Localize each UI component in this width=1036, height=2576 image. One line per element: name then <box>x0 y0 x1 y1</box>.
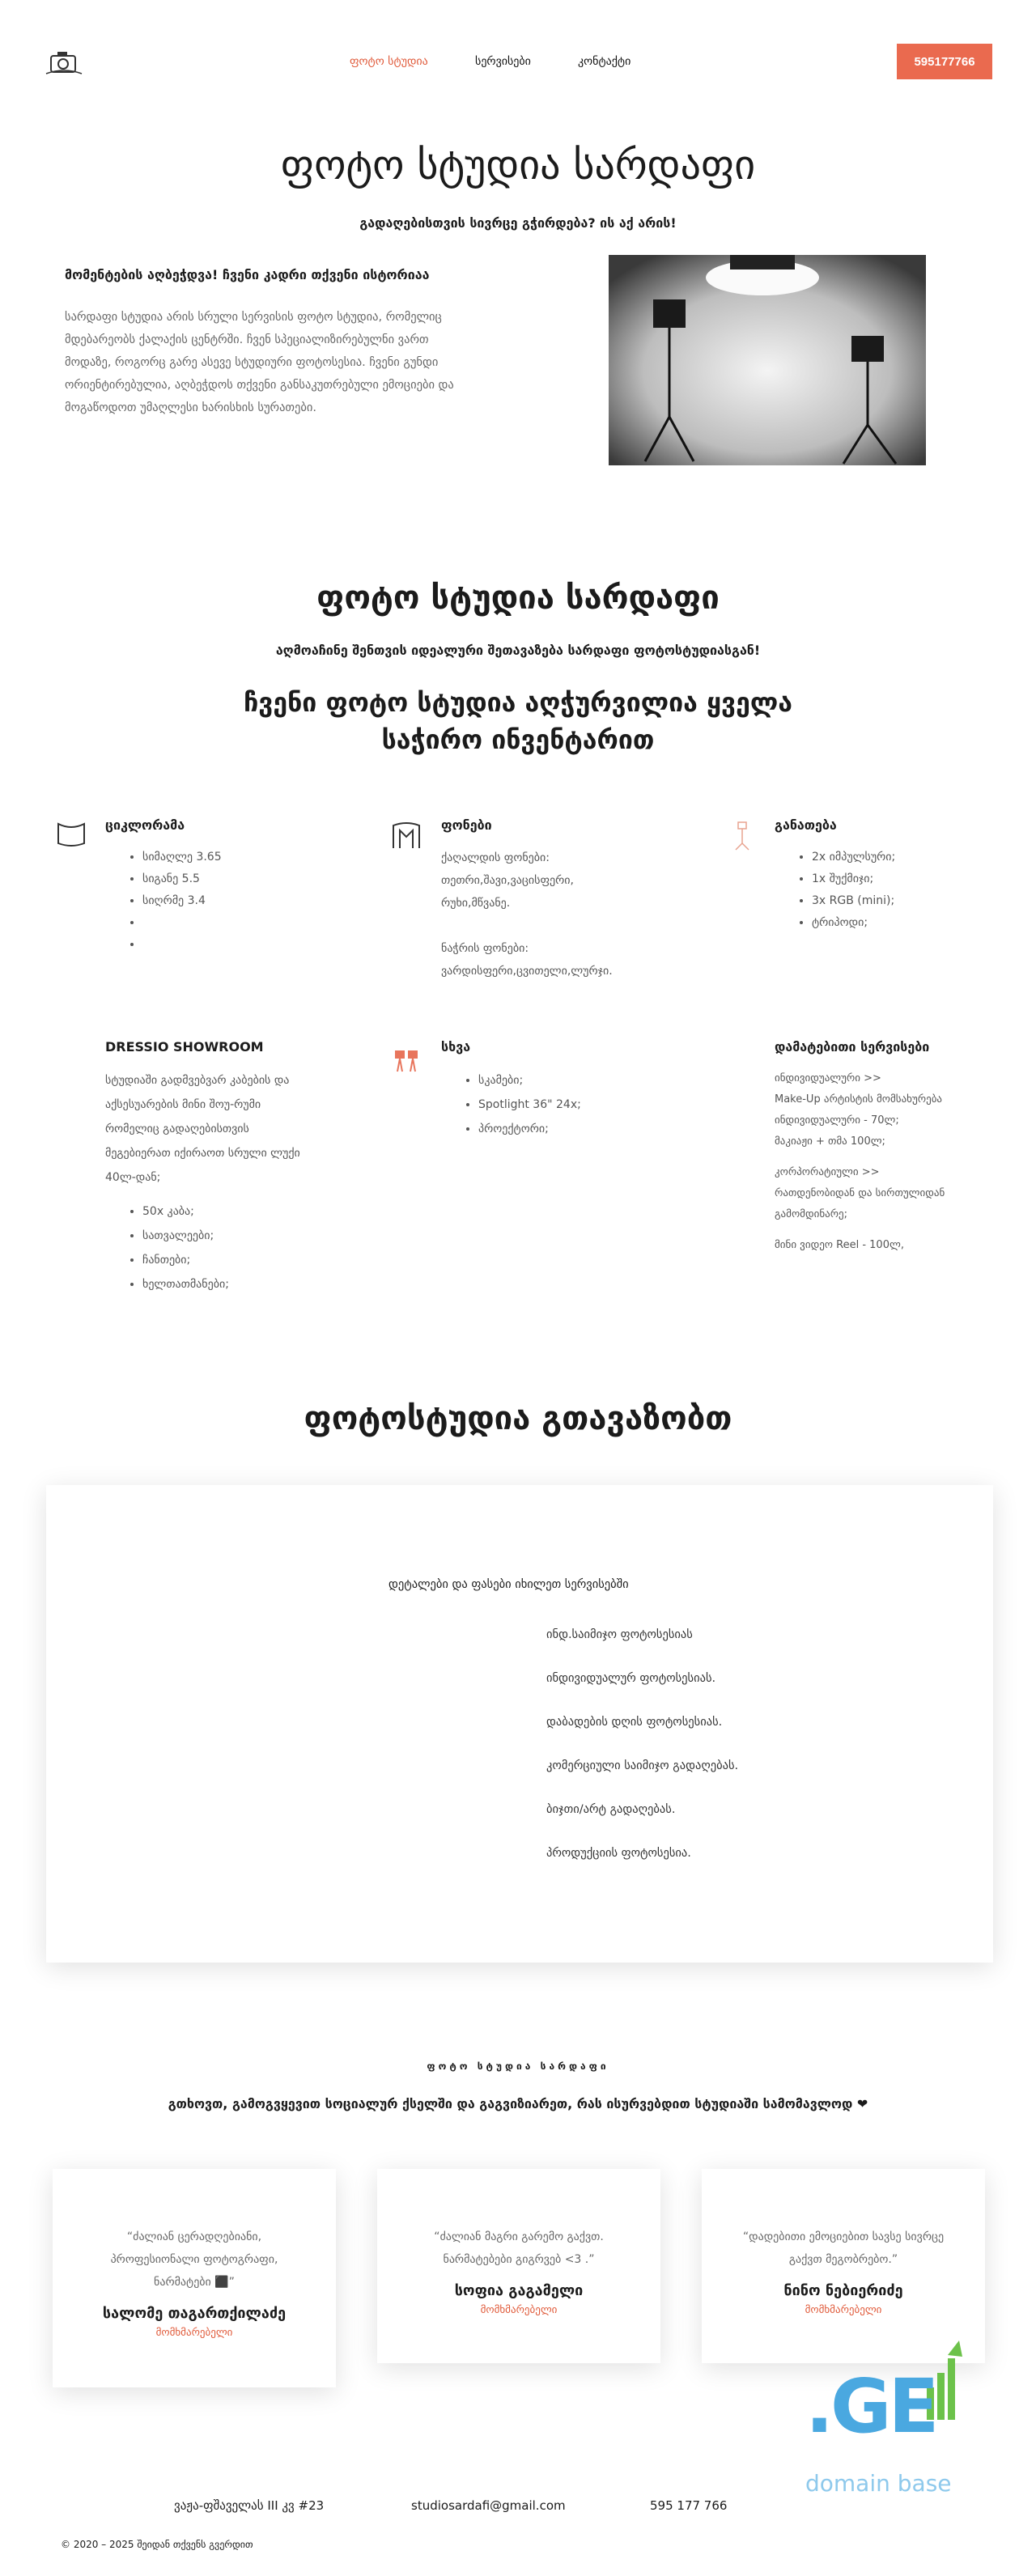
logo[interactable] <box>45 45 83 77</box>
extra-line: კორპორატიული >> <box>775 1166 880 1178</box>
backgrounds-text <box>441 847 668 982</box>
other-list <box>441 1068 660 1141</box>
intro-text: სარდაფი სტუდია არის სრული სერვისის ფოტო სტუდია, რომელიც მდებარეობს ქალაქის ცენტრში. ჩვენ სპეციალიზირებულნი ვართ მოდაზე, როგორც გარე ასევე სტუდიური ფოტოსესია. ჩვენი გუნდი ორიენტირებულია, აღბეჭდოს თქვენი განსაკუთრებული ემოციები და მოგაწოდოთ უმაღლესი ხარისხის სურათები. <box>65 311 454 414</box>
cyclorama-title: ციკლორამა <box>105 817 185 833</box>
showroom-list <box>105 1199 308 1296</box>
studio-photo <box>609 255 926 465</box>
nav-contact[interactable]: კონტაქტი <box>578 55 631 68</box>
lighting-title: განათება <box>775 817 837 833</box>
lighting-list <box>775 847 977 934</box>
cyclorama-icon <box>55 817 87 850</box>
phone-button[interactable]: 595177766 <box>897 44 992 79</box>
extra-title: დამატებითი სერვისები <box>775 1039 930 1055</box>
domain-brand: .GE <box>805 2363 936 2450</box>
service-item: ინდ.საიმიჯო ფოტოსესიას <box>546 1628 693 1641</box>
services-card <box>46 1485 993 1963</box>
testimonial-quote: “დადებითი ემოციებით სავსე სივრცე გაქვთ მეგობრებო.” <box>742 2230 945 2266</box>
testimonials-label: ფოტო სტუდია სარდაფი <box>427 2060 609 2072</box>
bg-line: ვარდისფერი,ცვითელი,ლურჯი. <box>441 965 613 978</box>
domain-watermark <box>805 2339 975 2501</box>
list-item: • სიგანე 5.5 <box>142 868 308 890</box>
list-item <box>142 934 308 956</box>
service-item: პროდუქციის ფოტოსესია. <box>546 1847 691 1860</box>
list-item: • ჩანთები; <box>142 1248 308 1272</box>
showroom-text: სტუდიაში გადმვებვარ კაბების და აქსესუარების მინი შოუ-რუმი რომელიც გადაღებისთვის მეგებიერათ იქირაოთ სრული ლუქი 40ლ-დან; <box>105 1074 300 1184</box>
footer-email[interactable]: studiosardafi@gmail.com <box>411 2498 566 2513</box>
testimonial-name: სალომე თაგართქილაძე <box>102 2305 287 2322</box>
equipment-icon <box>393 1046 420 1073</box>
camera-logo-icon <box>45 45 83 77</box>
nav-services[interactable]: სერვისები <box>475 55 531 68</box>
bg-line: რუხი,მწვანე. <box>441 897 511 910</box>
bg-line: ქაღალდის ფონები: <box>441 851 550 864</box>
testimonial-card <box>702 2169 985 2363</box>
extra-line: ინდივიდუალური >> <box>775 1072 881 1084</box>
cyclorama-list <box>105 847 308 956</box>
copyright: © 2020 – 2025 შეიდან თქვენს გვერდით <box>61 2539 253 2550</box>
testimonial-card <box>53 2169 336 2387</box>
section3-title: ფოტოსტუდია გთავაზობთ <box>304 1400 732 1437</box>
list-item: • ხელთათმანები; <box>142 1272 308 1296</box>
list-item: • სათვალეები; <box>142 1224 308 1248</box>
service-item: ბიჯთი/არტ გადაღებას. <box>546 1803 676 1816</box>
service-item: დაბადების დღის ფოტოსესიას. <box>546 1716 723 1729</box>
backdrop-icon <box>390 819 422 851</box>
testimonial-role: მომხმარებელი <box>805 2304 882 2316</box>
testimonials-subtitle: გთხოვთ, გამოგვყევით სოციალურ ქსელში და გაგვიზიარეთ, რას ისურვებდით სტუდიაში სამომავლოდ ❤ <box>168 2096 868 2111</box>
list-item: • სკამები; <box>478 1068 660 1093</box>
list-item: • Spotlight 36" 24x; <box>478 1093 660 1117</box>
list-item: • 3x RGB (mini); <box>812 890 977 912</box>
other-title: სხვა <box>441 1039 471 1055</box>
list-item: • ტრიპოდი; <box>812 912 977 934</box>
list-item <box>142 912 308 934</box>
domain-tag: domain base <box>805 2470 952 2497</box>
testimonial-role: მომხმარებელი <box>155 2327 233 2339</box>
section2-subtitle: აღმოაჩინე შენთვის იდეალური შეთავაზება სარდაფი ფოტოსტუდიასგან! <box>275 643 761 658</box>
testimonial-name: ნინო ნებიერიძე <box>783 2282 903 2299</box>
bg-line: თეთრი,შავი,ვაცისფერი, <box>441 874 574 887</box>
list-item: • 50x კაბა; <box>142 1199 308 1224</box>
extra-line: მაკიაჟი + თმა 100ლ; <box>775 1135 885 1148</box>
hero-title: ფოტო სტუდია სარდაფი <box>280 142 756 189</box>
services-card-heading: დეტალები და ფასები იხილეთ სერვისებში <box>388 1578 629 1591</box>
hero-subtitle: გადაღებისთვის სივრცე გჭირდება? ის აქ არის! <box>359 215 677 231</box>
list-item: • პროექტორი; <box>478 1117 660 1141</box>
section2-title: ფოტო სტუდია სარდაფი <box>316 579 720 617</box>
extra-text <box>775 1068 985 1256</box>
extra-line: მინი ვიდეო Reel - 100ლ, <box>775 1239 904 1251</box>
footer-phone[interactable]: 595 177 766 <box>650 2498 728 2513</box>
backgrounds-title: ფონები <box>441 817 492 833</box>
light-stand-icon <box>726 819 758 851</box>
service-item: ინდივიდუალურ ფოტოსესიას. <box>546 1672 716 1685</box>
extra-line: რათდენობიდან და სირთულიდან გამომდინარე; <box>775 1187 945 1220</box>
section2-heading: ჩვენი ფოტო სტუდია აღჭურვილია ყველა საჭირო ინვენტარით <box>244 687 792 755</box>
footer-address: ვაჟა-ფშაველას III კვ #23 <box>174 2498 325 2513</box>
list-item: • სიმაღლე 3.65 <box>142 847 308 868</box>
extra-line: Make-Up არტისტის მომსახურება ინდივიდუალური - 70ლ; <box>775 1093 943 1127</box>
testimonial-quote: “ძალიან ცერადღებიანი, პროფესიონალი ფოტოგრაფი, ნარმატები ⬛” <box>110 2230 278 2289</box>
testimonial-quote: “ძალიან მაგრი გარემო გაქვთ. ნარმატებები გიგრვებ <3 .” <box>434 2230 604 2266</box>
service-item: კომერციული საიმიჯო გადაღებას. <box>546 1759 739 1772</box>
testimonial-card <box>377 2169 660 2363</box>
list-item: • 1x შუქმიჯი; <box>812 868 977 890</box>
testimonial-name: სოფია გაგამელი <box>454 2282 584 2299</box>
list-item: • 2x იმპულსური; <box>812 847 977 868</box>
bg-line: ნაჭრის ფონები: <box>441 942 529 955</box>
list-item: • სიღრმე 3.4 <box>142 890 308 912</box>
nav-studio[interactable]: ფოტო სტუდია <box>350 55 428 68</box>
moments-heading: მომენტების აღბეჭდვა! ჩვენი კადრი თქვენი ისტორიაა <box>65 267 430 282</box>
testimonial-role: მომხმარებელი <box>480 2304 558 2316</box>
showroom-title: DRESSIO SHOWROOM <box>105 1039 264 1055</box>
